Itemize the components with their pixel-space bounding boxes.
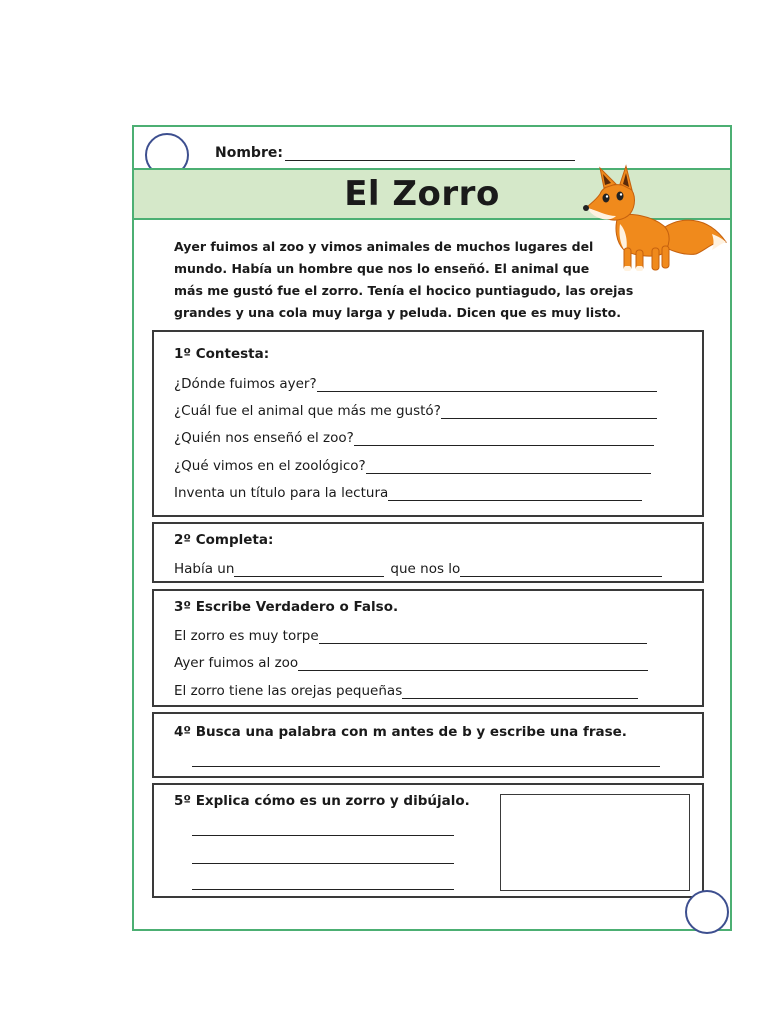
- answer-line[interactable]: [192, 863, 454, 864]
- answer-line[interactable]: [192, 889, 454, 890]
- section-heading: 3º Escribe Verdadero o Falso.: [174, 599, 399, 615]
- section-heading: 2º Completa:: [174, 532, 274, 548]
- section-heading: 5º Explica cómo es un zorro y dibújalo.: [174, 793, 470, 809]
- question-row: [174, 401, 657, 419]
- statement-text: El zorro es muy torpe: [174, 628, 319, 644]
- section-contesta: [152, 330, 704, 517]
- section-completa: [152, 522, 704, 583]
- section-busca-palabra: [152, 712, 704, 778]
- answer-line[interactable]: [192, 766, 660, 767]
- story-line: más me gustó fue el zorro. Tenía el hocico puntiagudo, las orejas: [174, 283, 634, 298]
- statement-text: Ayer fuimos al zoo: [174, 655, 299, 671]
- answer-blank[interactable]: [402, 685, 638, 699]
- answer-blank[interactable]: [441, 405, 657, 419]
- drawing-box[interactable]: [500, 794, 690, 891]
- story-line: grandes y una cola muy larga y peluda. Dicen que es muy listo.: [174, 305, 621, 320]
- answer-line[interactable]: [192, 835, 454, 836]
- statement-row: [174, 653, 648, 671]
- name-field-row: [215, 139, 575, 161]
- section-verdadero-falso: [152, 589, 704, 707]
- question-row: [174, 374, 657, 392]
- corner-circle-bottom: [685, 890, 729, 934]
- question-text: ¿Qué vimos en el zoológico?: [174, 458, 366, 474]
- answer-blank[interactable]: [460, 563, 662, 577]
- complete-row: [174, 559, 662, 577]
- statement-row: [174, 626, 647, 644]
- question-text: ¿Cuál fue el animal que más me gustó?: [174, 403, 441, 419]
- question-row: [174, 483, 642, 501]
- answer-blank[interactable]: [319, 630, 647, 644]
- answer-blank[interactable]: [317, 378, 657, 392]
- question-text: ¿Dónde fuimos ayer?: [174, 376, 317, 392]
- name-label: Nombre:: [215, 145, 283, 161]
- statement-row: [174, 681, 638, 699]
- question-row: [174, 428, 654, 446]
- story-line: Ayer fuimos al zoo y vimos animales de muchos lugares del: [174, 239, 594, 254]
- question-text: ¿Quién nos enseñó el zoo?: [174, 430, 354, 446]
- answer-blank[interactable]: [388, 487, 642, 501]
- section-heading: 1º Contesta:: [174, 346, 270, 362]
- name-input-line[interactable]: [285, 144, 575, 161]
- question-row: [174, 456, 651, 474]
- answer-blank[interactable]: [234, 563, 384, 577]
- complete-text-2: que nos lo: [390, 561, 461, 577]
- page-title: El Zorro: [344, 174, 500, 214]
- story-line: mundo. Había un hombre que nos lo enseñó. El animal que: [174, 261, 590, 276]
- answer-blank[interactable]: [366, 460, 651, 474]
- section-heading: 4º Busca una palabra con m antes de b y escribe una frase.: [174, 724, 627, 740]
- answer-blank[interactable]: [298, 657, 648, 671]
- complete-text-1: Había un: [174, 561, 235, 577]
- statement-text: El zorro tiene las orejas pequeñas: [174, 683, 403, 699]
- answer-blank[interactable]: [354, 432, 654, 446]
- section-explica-dibuja: [152, 783, 704, 898]
- story-text: [174, 236, 634, 324]
- question-text: Inventa un título para la lectura: [174, 485, 389, 501]
